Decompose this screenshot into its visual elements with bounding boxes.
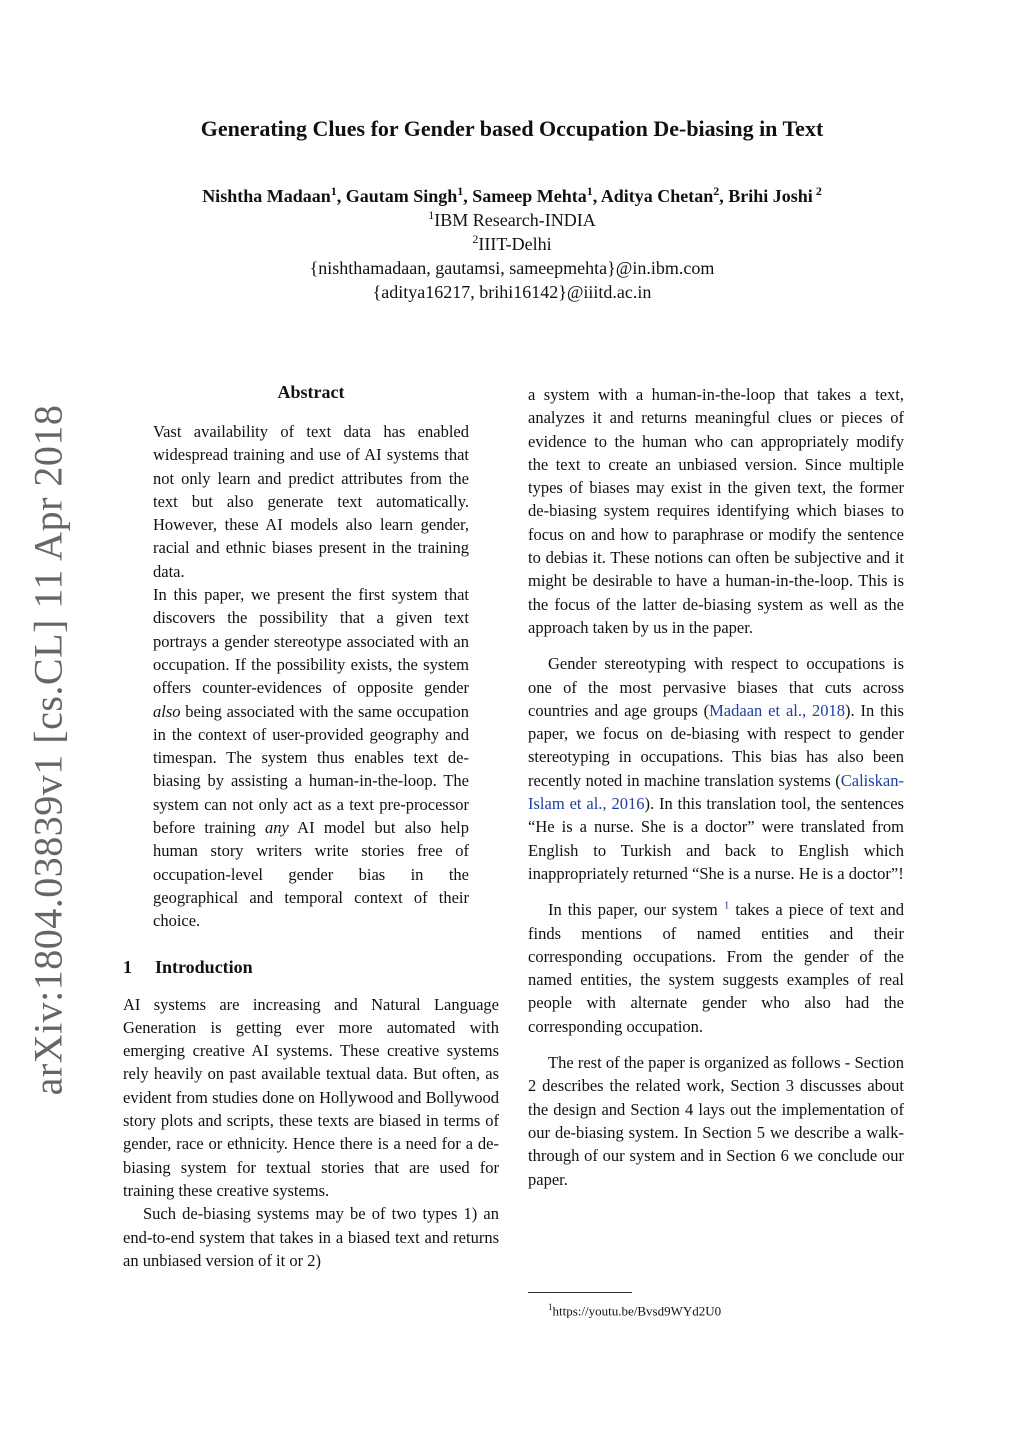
body-paragraph (528, 652, 904, 885)
abstract-paragraph: Vast availability of text data has enabled widespread training and use of AI systems that not only learn and predict attributes from the text but also generate text automatically. However, these AI models also learn gender, racial and ethnic biases present in the training data. (153, 422, 469, 581)
body-paragraph: The rest of the paper is organized as follows - Section 2 describes the related work, Section 3 discusses about the design and Section 4 lays out the implementation of our de-biasing system. In Section 5 we describe a walk-through of our system and in Section 6 we conclude our paper. (528, 1053, 904, 1189)
text-run: In this paper, our system (548, 900, 724, 920)
author-affiliation-mark: 1 (457, 184, 464, 198)
author-name: Nishtha Madaan (202, 186, 331, 206)
text-run: ). In this translation tool, the sentences “He is a nurse. She is a doctor” were translated from English to Turkish and back to English which inappropriately returned “She is a nurse. He is a doctor”! (528, 794, 904, 883)
affiliation-name: IIIT-Delhi (478, 234, 552, 254)
emphasis: any (265, 818, 289, 838)
affiliation (100, 232, 924, 256)
body-paragraph: AI systems are increasing and Natural Language Generation is getting ever more automated with emerging creative AI systems. These creative systems rely heavily on past available textual data. But often, as evident from studies done on Hollywood and Bollywood story plots and scripts, these texts are biased in terms of gender, race or ethnicity. Hence there is a need for a de-biasing system for textual stories that are used for training these creative systems. (123, 994, 499, 1200)
body-paragraph (528, 898, 904, 1038)
section-heading-introduction (123, 955, 499, 979)
author-affiliation-mark: 1 (586, 184, 593, 198)
author-name: Sameep Mehta (472, 186, 587, 206)
author-names: Nishtha Madaan$^1$, Gautam Singh$^1$, Sameep Mehta$^1$, Aditya Chetan$^2$, Brihi Joshi $^2$ (202, 184, 822, 206)
author-affiliation-mark: 1 (330, 184, 337, 198)
author-name: Gautam Singh (345, 186, 458, 206)
body-paragraph: a system with a human-in-the-loop that takes a text, analyzes it and returns meaningful clues or pieces of evidence to the human who can appropriately modify the text to create an unbiased version. Since multiple types of biases may exist in the given text, the former de-biasing system requires identifying which biases to focus on and how to paraphrase or modify the sentence to debias it. These notions can often be subjective and it might be desirable to have a human-in-the-loop. This is the focus of the latter de-biasing system as well as the approach taken by us in the paper. (528, 385, 904, 637)
text-run: being associated with the same occupation in the context of user-provided geography and timespan. The system thus enables text de-biasing by assisting a human-in-the-loop. The system can not only act as a text pre-processor before training (153, 701, 469, 838)
footnote-url[interactable]: https://youtu.be/Bvsd9WYd2U0 (552, 1303, 722, 1319)
affiliation-number: 1 (428, 208, 435, 222)
emphasis: also (153, 701, 181, 721)
affiliation-name: IBM Research-INDIA (434, 210, 596, 230)
citation-link[interactable]: Caliskan-Islam et al., 2016 (528, 770, 904, 814)
abstract-paragraph (153, 583, 469, 932)
text-run: AI model but also help human story writers write stories free of occupation-level gender bias in the geographical and temporal context of their choice. (153, 818, 469, 931)
arxiv-identifier (24, 404, 72, 1096)
text-run: Gender stereotyping with respect to occupations is one of the most pervasive biases that cuts across countries and age groups ( (528, 654, 904, 720)
author-block (100, 184, 924, 304)
affiliation (100, 208, 924, 232)
footnote-reference[interactable]: 1 (723, 899, 730, 912)
paper-title: Generating Clues for Gender based Occupation De-biasing in Text (200, 116, 824, 141)
email-line: {nishthamadaan, gautamsi, sameepmehta}@in.ibm.com (309, 258, 715, 278)
section-title: Introduction (155, 956, 253, 977)
text-run: takes a piece of text and finds mentions of named entities and their corresponding occupations. From the gender of the named entities, the system suggests examples of real people with alternate gender who also had the corresponding occupation. (528, 900, 904, 1036)
abstract-heading: Abstract (277, 382, 345, 402)
author-name: Brihi Joshi (728, 186, 813, 206)
footnote-divider (528, 1292, 632, 1293)
footnote (548, 1298, 721, 1320)
abstract-body (123, 420, 499, 933)
email-line: {aditya16217, brihi16142}@iiitd.ac.in (372, 282, 652, 302)
author-affiliation-mark: 2 (713, 184, 720, 198)
right-column (528, 383, 904, 1191)
left-column (123, 380, 499, 1272)
body-paragraph: Such de-biasing systems may be of two types 1) an end-to-end system that takes in a biased text and returns an unbiased version of it or 2) (123, 1204, 499, 1270)
footnote-number: 1 (548, 1302, 553, 1312)
arxiv-identifier-text: arXiv:1804.03839v1 [cs.CL] 11 Apr 2018 (25, 404, 71, 1096)
citation-link[interactable]: Madaan et al., 2018 (709, 700, 845, 720)
section-number: 1 (123, 956, 132, 977)
author-affiliation-mark: 2 (812, 184, 822, 198)
text-run: ). In this paper, we focus on de-biasing with respect to gender stereotyping in occupations. This bias has also been recently noted in machine translation systems ( (528, 700, 904, 790)
affiliation-number: 2 (472, 232, 479, 246)
text-run: In this paper, we present the first system that discovers the possibility that a given text portrays a gender stereotype associated with an occupation. If the possibility exists, the system offers counter-evidences of opposite gender (153, 585, 469, 698)
author-name: Aditya Chetan (600, 186, 714, 206)
